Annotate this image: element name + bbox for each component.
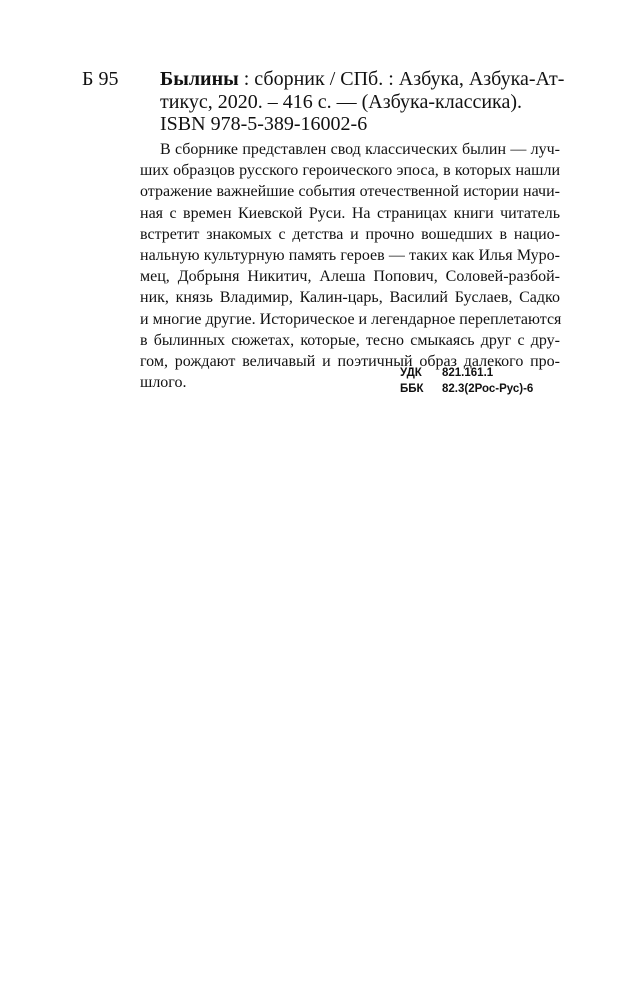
annotation-line: гом, рождают величавый и поэтичный образ далекого про- <box>140 353 560 371</box>
annotation <box>140 139 560 393</box>
udk-label: УДК <box>400 367 422 379</box>
annotation-line: ших образцов русского героического эпоса, в которых нашли <box>140 162 560 180</box>
bibliographic-heading <box>160 68 565 136</box>
author-cipher: Б 95 <box>82 68 119 90</box>
annotation-line: мец, Добрыня Никитич, Алеша Попович, Соловей-разбой- <box>140 268 560 286</box>
annotation-line: и многие другие. Историческое и легендарное переплетаются <box>140 310 562 328</box>
annotation-line: В сборнике представлен свод классических былин — луч- <box>160 141 560 158</box>
bbk-code <box>400 381 560 397</box>
annotation-line: в былинных сюжетах, которые, тесно смыкаясь друг с дру- <box>140 331 560 349</box>
heading-line-1 <box>160 68 565 91</box>
classification-codes <box>400 365 560 397</box>
udk-value: 821.161.1 <box>442 367 494 379</box>
annotation-line: ник, князь Владимир, Калин-царь, Василий Буслаев, Садко <box>140 289 560 307</box>
annotation-line: шлого. <box>140 374 187 392</box>
annotation-line: нальную культурную память героев — таких как Илья Муро- <box>140 247 560 265</box>
annotation-line: ная с времен Киевской Руси. На страницах книги читатель <box>140 204 560 222</box>
bbk-value: 82.3(2Рос-Рус)-6 <box>442 383 534 395</box>
udk-code <box>400 365 560 381</box>
heading-line-2: тикус, 2020. – 416 с. — (Азбука-классика). <box>160 90 522 113</box>
annotation-line: встретит знакомых с детства и прочно вошедших в нацио- <box>140 225 560 243</box>
annotation-line: отражение важнейшие события отечественной истории начи- <box>140 183 560 201</box>
bbk-label: ББК <box>400 383 424 395</box>
publication-details: : сборник / СПб. : Азбука, Азбука-Ат- <box>238 68 565 90</box>
book-title: Былины <box>160 68 239 90</box>
isbn: ISBN 978-5-389-16002-6 <box>160 113 368 135</box>
